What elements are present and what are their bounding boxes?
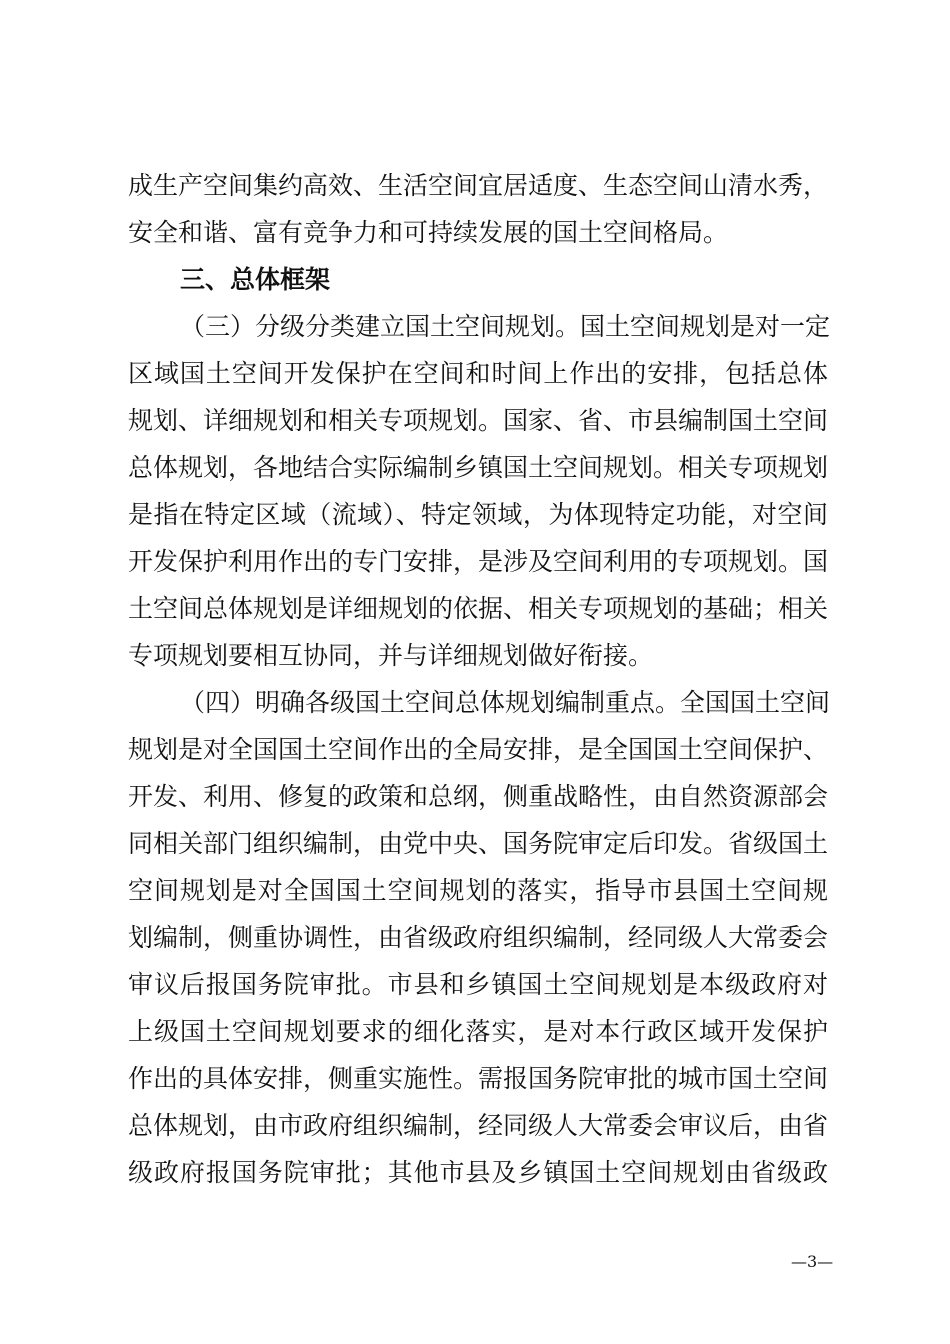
page-number: —3— (791, 1252, 834, 1271)
text-line: 土空间总体规划是详细规划的依据、相关专项规划的基础；相关 (128, 594, 829, 623)
text-line: 安全和谐、富有竞争力和可持续发展的国土空间格局。 (128, 218, 729, 247)
text-line: 审议后报国务院审批。市县和乡镇国土空间规划是本级政府对 (128, 970, 828, 999)
text-line: 开发、利用、修复的政策和总纲，侧重战略性，由自然资源部会 (128, 782, 829, 811)
text-line: 开发保护利用作出的专门安排，是涉及空间利用的专项规划。国 (128, 547, 829, 576)
text-line: 划编制，侧重协调性，由省级政府组织编制，经同级人大常委会 (128, 923, 829, 952)
text-line: 总体规划，各地结合实际编制乡镇国土空间规划。相关专项规划 (128, 453, 829, 482)
text-line: 级政府报国务院审批；其他市县及乡镇国土空间规划由省级政 (128, 1158, 828, 1187)
text-line: （三）分级分类建立国土空间规划。国土空间规划是对一定 (180, 312, 831, 341)
text-line: （四）明确各级国土空间总体规划编制重点。全国国土空间 (180, 688, 831, 717)
text-line: 作出的具体安排，侧重实施性。需报国务院审批的城市国土空间 (128, 1064, 829, 1093)
section-heading: 三、总体框架 (180, 265, 331, 294)
text-line: 是指在特定区域（流域）、特定领域，为体现特定功能，对空间 (128, 500, 828, 529)
text-line: 成生产空间集约高效、生活空间宜居适度、生态空间山清水秀， (128, 171, 829, 200)
text-line: 上级国土空间规划要求的细化落实，是对本行政区域开发保护 (128, 1017, 828, 1046)
text-line: 专项规划要相互协同，并与详细规划做好衔接。 (128, 641, 654, 670)
text-line: 区域国土空间开发保护在空间和时间上作出的安排，包括总体 (128, 359, 828, 388)
text-line: 总体规划，由市政府组织编制，经同级人大常委会审议后，由省 (128, 1111, 829, 1140)
text-line: 空间规划是对全国国土空间规划的落实，指导市县国土空间规 (128, 876, 828, 905)
text-line: 规划、详细规划和相关专项规划。国家、省、市县编制国土空间 (128, 406, 829, 435)
text-line: 同相关部门组织编制，由党中央、国务院审定后印发。省级国土 (128, 829, 829, 858)
text-line: 规划是对全国国土空间作出的全局安排，是全国国土空间保护、 (128, 735, 829, 764)
